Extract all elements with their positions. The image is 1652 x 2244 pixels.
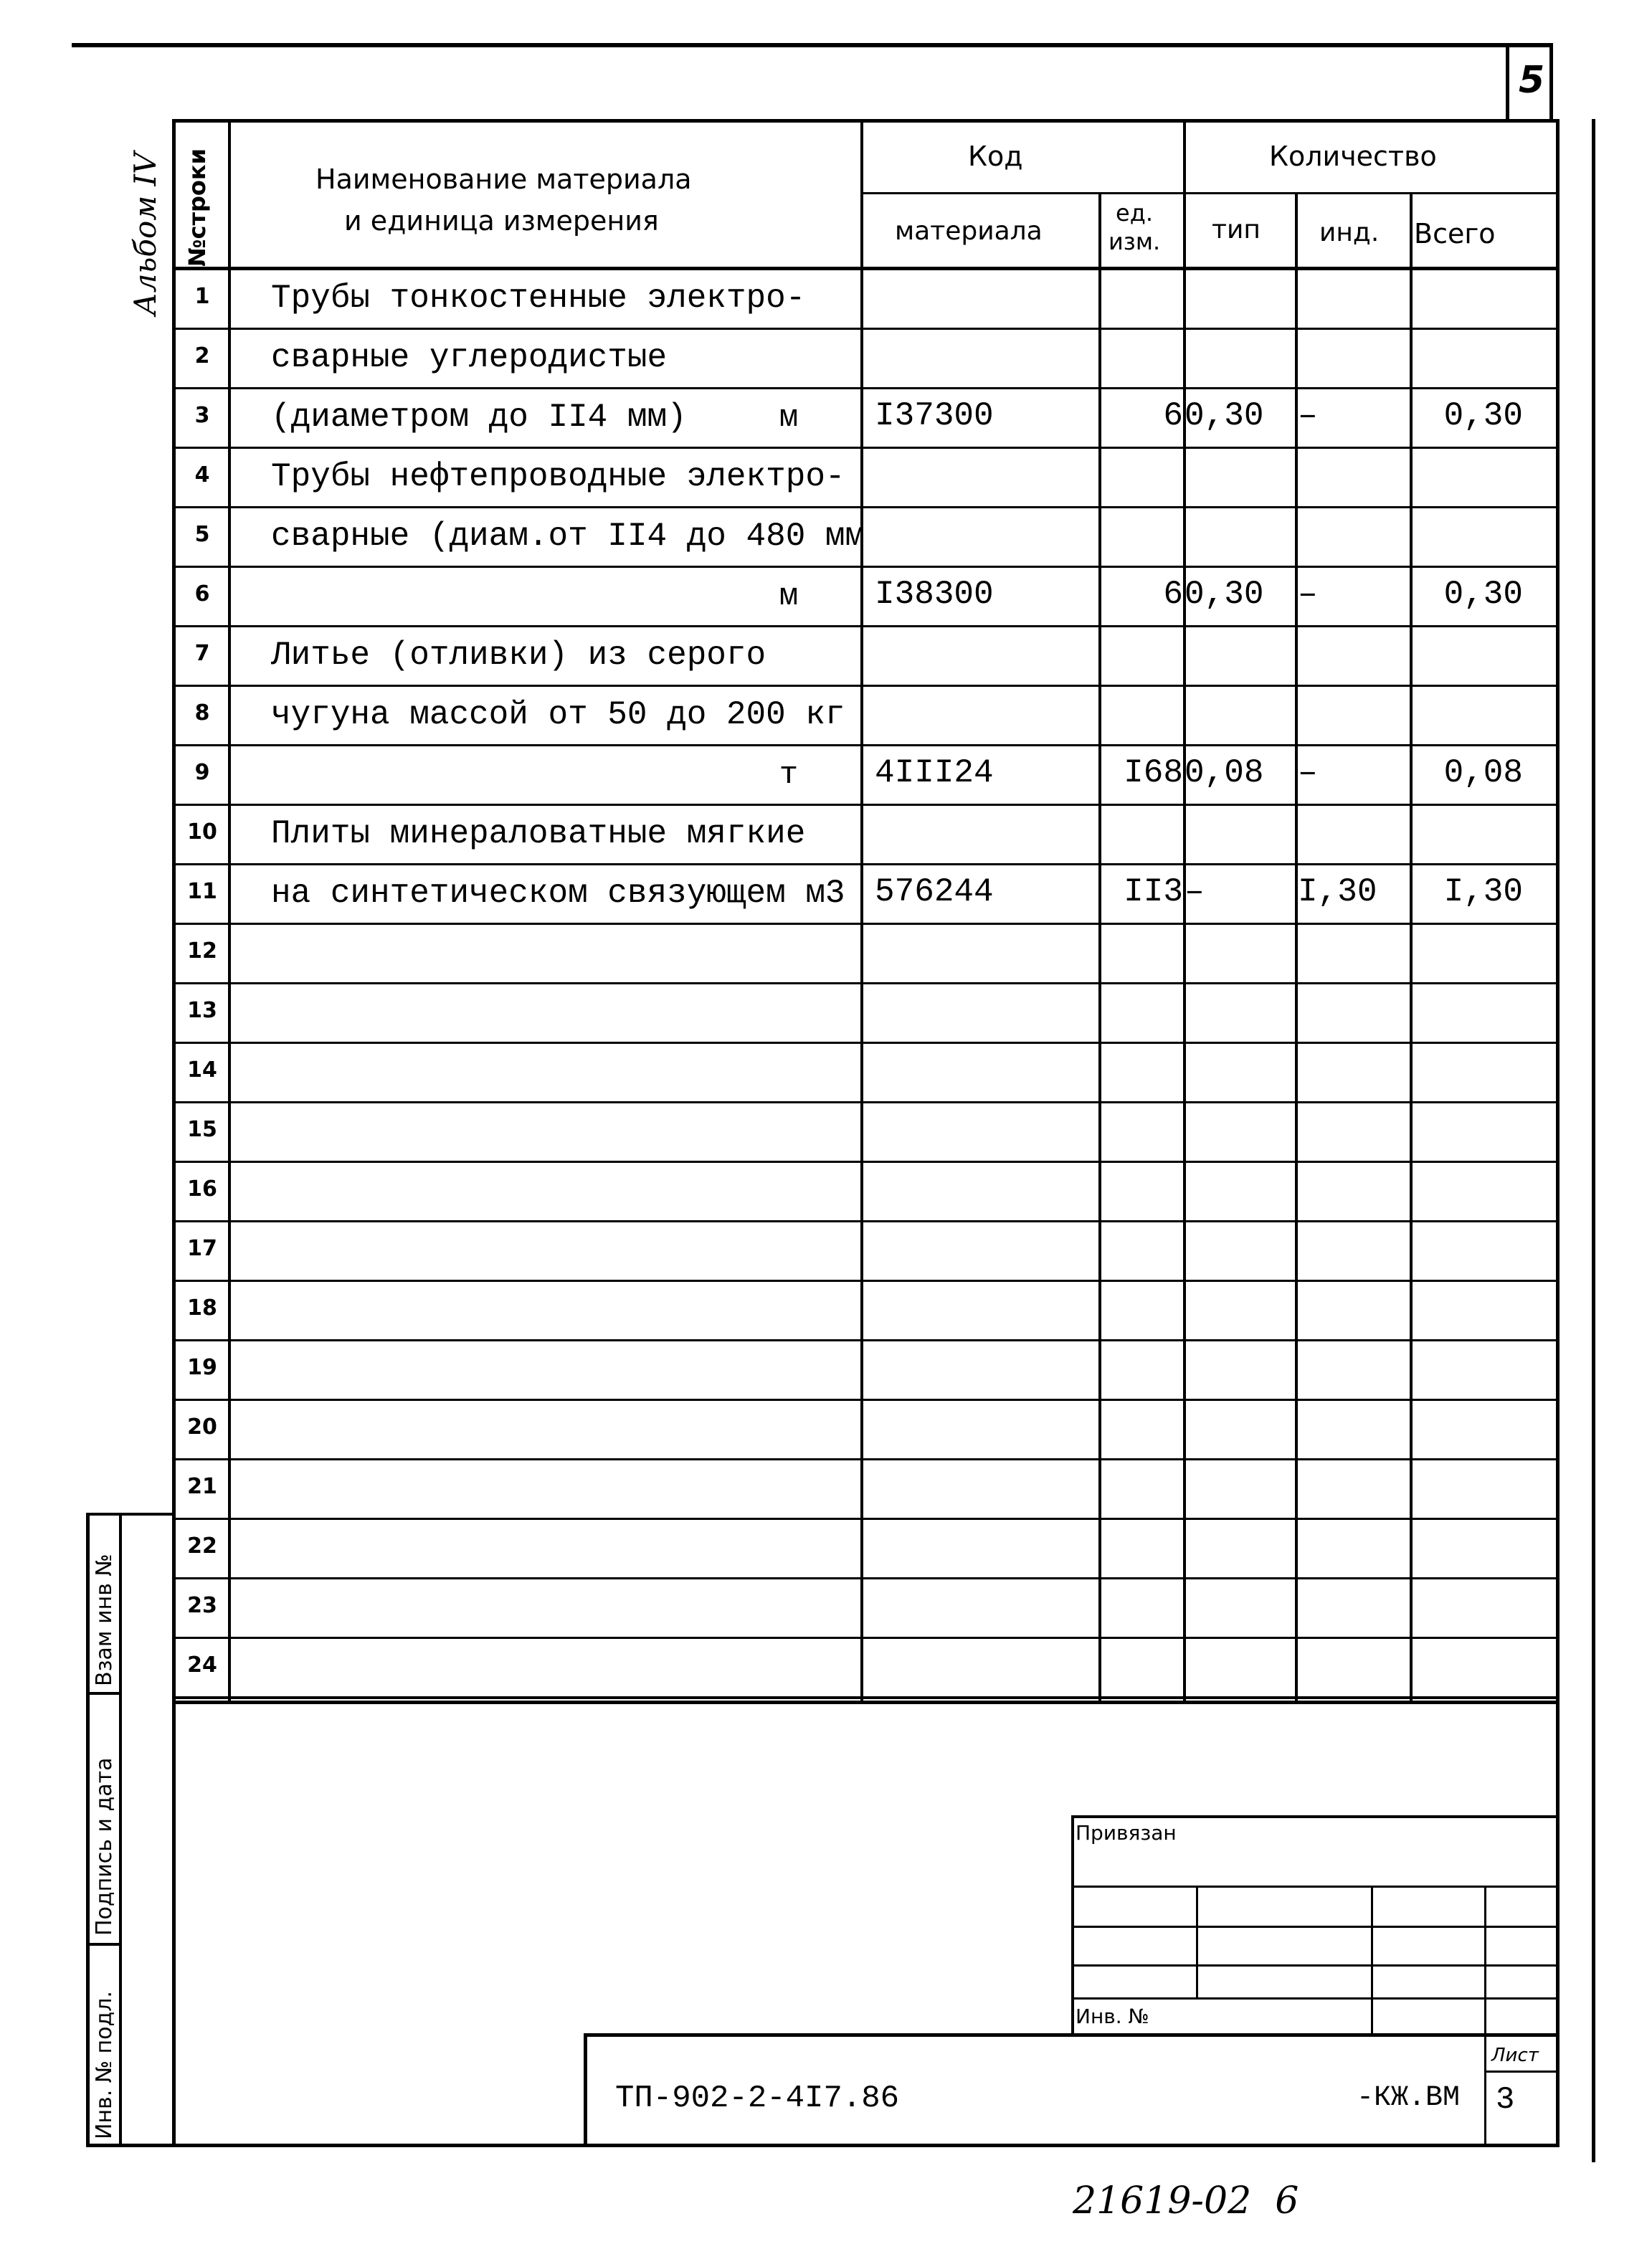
row-separator [172, 1458, 1560, 1460]
row-name: сварные (диам.от II4 до 480 мм [271, 518, 865, 555]
row-separator [172, 1042, 1560, 1044]
header-code: Код [968, 141, 1023, 172]
stamp-grid-v1 [1196, 1886, 1198, 1997]
row-code: I38300 [875, 576, 994, 613]
side-column-mid [119, 1513, 122, 2147]
row-separator [172, 804, 1560, 806]
row-unit: м [779, 400, 799, 436]
col-line-name [860, 119, 863, 1703]
row-name: сварные углеродистые [271, 339, 668, 376]
row-separator [172, 447, 1560, 449]
row-number: 20 [187, 1415, 217, 1440]
row-number: 21 [187, 1474, 217, 1499]
top-border-line [72, 43, 1553, 47]
frame-top [172, 119, 1560, 123]
side-label-inv-podl: Инв. № подл. [92, 1991, 117, 2139]
page-number-box-right [1549, 43, 1553, 122]
row-separator [172, 566, 1560, 568]
row-number: 2 [194, 343, 210, 369]
row-total: 0,30 [1443, 576, 1523, 613]
row-tip: – [1185, 873, 1205, 911]
row-number: 16 [187, 1176, 217, 1202]
stamp-grid-v3 [1484, 1886, 1486, 2145]
row-separator [172, 625, 1560, 627]
row-number: 4 [194, 462, 210, 488]
frame-bottom [86, 2144, 1560, 2147]
row-number: 1 [194, 284, 210, 309]
row-ind: – [1298, 397, 1318, 434]
stamp-area-top [172, 1701, 1560, 1704]
stamp-title-left [584, 2033, 587, 2145]
stamp-privyazan-top [1071, 1815, 1560, 1818]
row-ind: I,30 [1298, 873, 1377, 911]
row-name: Трубы нефтепроводные электро- [271, 458, 845, 495]
side-divider-2 [86, 1943, 122, 1946]
row-tip: 0,30 [1185, 397, 1264, 434]
stamp-inv-no-label: Инв. № [1076, 2005, 1149, 2028]
stamp-list-label: Лист [1491, 2045, 1539, 2066]
page-number: 5 [1519, 59, 1545, 102]
row-total: 0,30 [1443, 397, 1523, 434]
row-number: 5 [194, 522, 210, 547]
header-quantity: Количество [1269, 141, 1437, 172]
row-number: 24 [187, 1653, 217, 1678]
row-code: 4III24 [875, 754, 994, 791]
header-total: Всего [1414, 218, 1496, 249]
stamp-designation-right: -КЖ.ВМ [1357, 2082, 1461, 2114]
row-separator [172, 923, 1560, 925]
stamp-grid-v2 [1371, 1886, 1373, 2035]
row-separator [172, 1161, 1560, 1163]
side-column-left [86, 1513, 90, 2147]
row-number: 13 [187, 998, 217, 1023]
row-ed: II3 [1124, 873, 1183, 911]
header-row-number: №строки [184, 148, 211, 267]
row-number: 18 [187, 1295, 217, 1321]
row-name: Литье (отливки) из серого [271, 637, 766, 674]
side-label-podpis: Подпись и дата [92, 1757, 117, 1936]
side-column-top [86, 1513, 172, 1516]
stamp-privyazan-label: Привязан [1076, 1821, 1177, 1845]
row-number: 17 [187, 1236, 217, 1261]
row-separator [172, 1577, 1560, 1579]
row-unit: т [779, 757, 799, 793]
row-number: 6 [194, 581, 210, 607]
row-separator [172, 1220, 1560, 1222]
header-name-line2: и единица измерения [344, 205, 659, 237]
frame-right [1556, 119, 1560, 2145]
header-type: тип [1212, 215, 1261, 244]
row-separator [172, 1399, 1560, 1401]
row-number: 15 [187, 1117, 217, 1142]
row-separator [172, 863, 1560, 865]
header-mid-line [860, 192, 1560, 194]
stamp-designation-left: ТП-902-2-4I7.86 [615, 2081, 900, 2116]
row-ed: I68 [1124, 754, 1183, 791]
stamp-list-value: 3 [1496, 2082, 1515, 2118]
row-ind: – [1298, 576, 1318, 613]
row-unit: м [779, 579, 799, 614]
header-name-line1: Наименование материала [315, 163, 692, 195]
row-name: Плиты минераловатные мягкие [271, 815, 806, 852]
row-number: 3 [194, 403, 210, 428]
stamp-title-top [584, 2033, 1560, 2037]
row-ed: 6 [1163, 397, 1183, 434]
row-separator [172, 685, 1560, 687]
frame-right-outer [1592, 119, 1595, 2162]
side-label-vzam: Взам инв № [92, 1554, 117, 1686]
row-separator [172, 1637, 1560, 1639]
row-tip: 0,08 [1185, 754, 1264, 791]
side-divider-1 [86, 1692, 122, 1695]
col-line-ed [1183, 119, 1186, 1703]
row-name: чугуна массой от 50 до 200 кг [271, 696, 845, 733]
stamp-list-divider [1484, 2071, 1560, 2073]
row-separator [172, 328, 1560, 330]
row-tip: 0,30 [1185, 576, 1264, 613]
header-ind: инд. [1319, 218, 1380, 247]
header-material: материала [895, 217, 1043, 246]
row-separator [172, 1101, 1560, 1103]
row-ed: 6 [1163, 576, 1183, 613]
row-separator [172, 387, 1560, 389]
row-separator [172, 744, 1560, 746]
page-number-box-left [1506, 43, 1509, 122]
row-total: I,30 [1443, 873, 1523, 911]
table-bottom-line [172, 1696, 1560, 1699]
header-bottom-line [172, 267, 1560, 270]
row-name: (диаметром до II4 мм) [271, 399, 687, 436]
album-label: Альбом IV [128, 152, 163, 315]
row-code: 576244 [875, 873, 994, 911]
row-separator [172, 506, 1560, 508]
row-separator [172, 1280, 1560, 1282]
row-code: I37300 [875, 397, 994, 434]
row-name: на синтетическом связующем м3 [271, 875, 845, 912]
row-name: Трубы тонкостенные электро- [271, 280, 806, 317]
bottom-handwritten-code: 21619-02 6 [1073, 2179, 1299, 2222]
header-unit-line1: ед. [1116, 199, 1153, 227]
row-number: 7 [194, 641, 210, 666]
row-number: 22 [187, 1534, 217, 1559]
row-number: 8 [194, 700, 210, 726]
row-number: 19 [187, 1355, 217, 1380]
row-total: 0,08 [1443, 754, 1523, 791]
row-number: 10 [187, 819, 217, 845]
row-separator [172, 982, 1560, 984]
row-number: 9 [194, 760, 210, 785]
row-number: 11 [187, 879, 217, 904]
row-number: 12 [187, 938, 217, 964]
row-separator [172, 1518, 1560, 1520]
row-separator [172, 1339, 1560, 1341]
header-unit-line2: изм. [1109, 228, 1161, 255]
row-ind: – [1298, 754, 1318, 791]
stamp-privyazan-left [1071, 1815, 1074, 2035]
row-number: 23 [187, 1593, 217, 1618]
row-number: 14 [187, 1057, 217, 1083]
